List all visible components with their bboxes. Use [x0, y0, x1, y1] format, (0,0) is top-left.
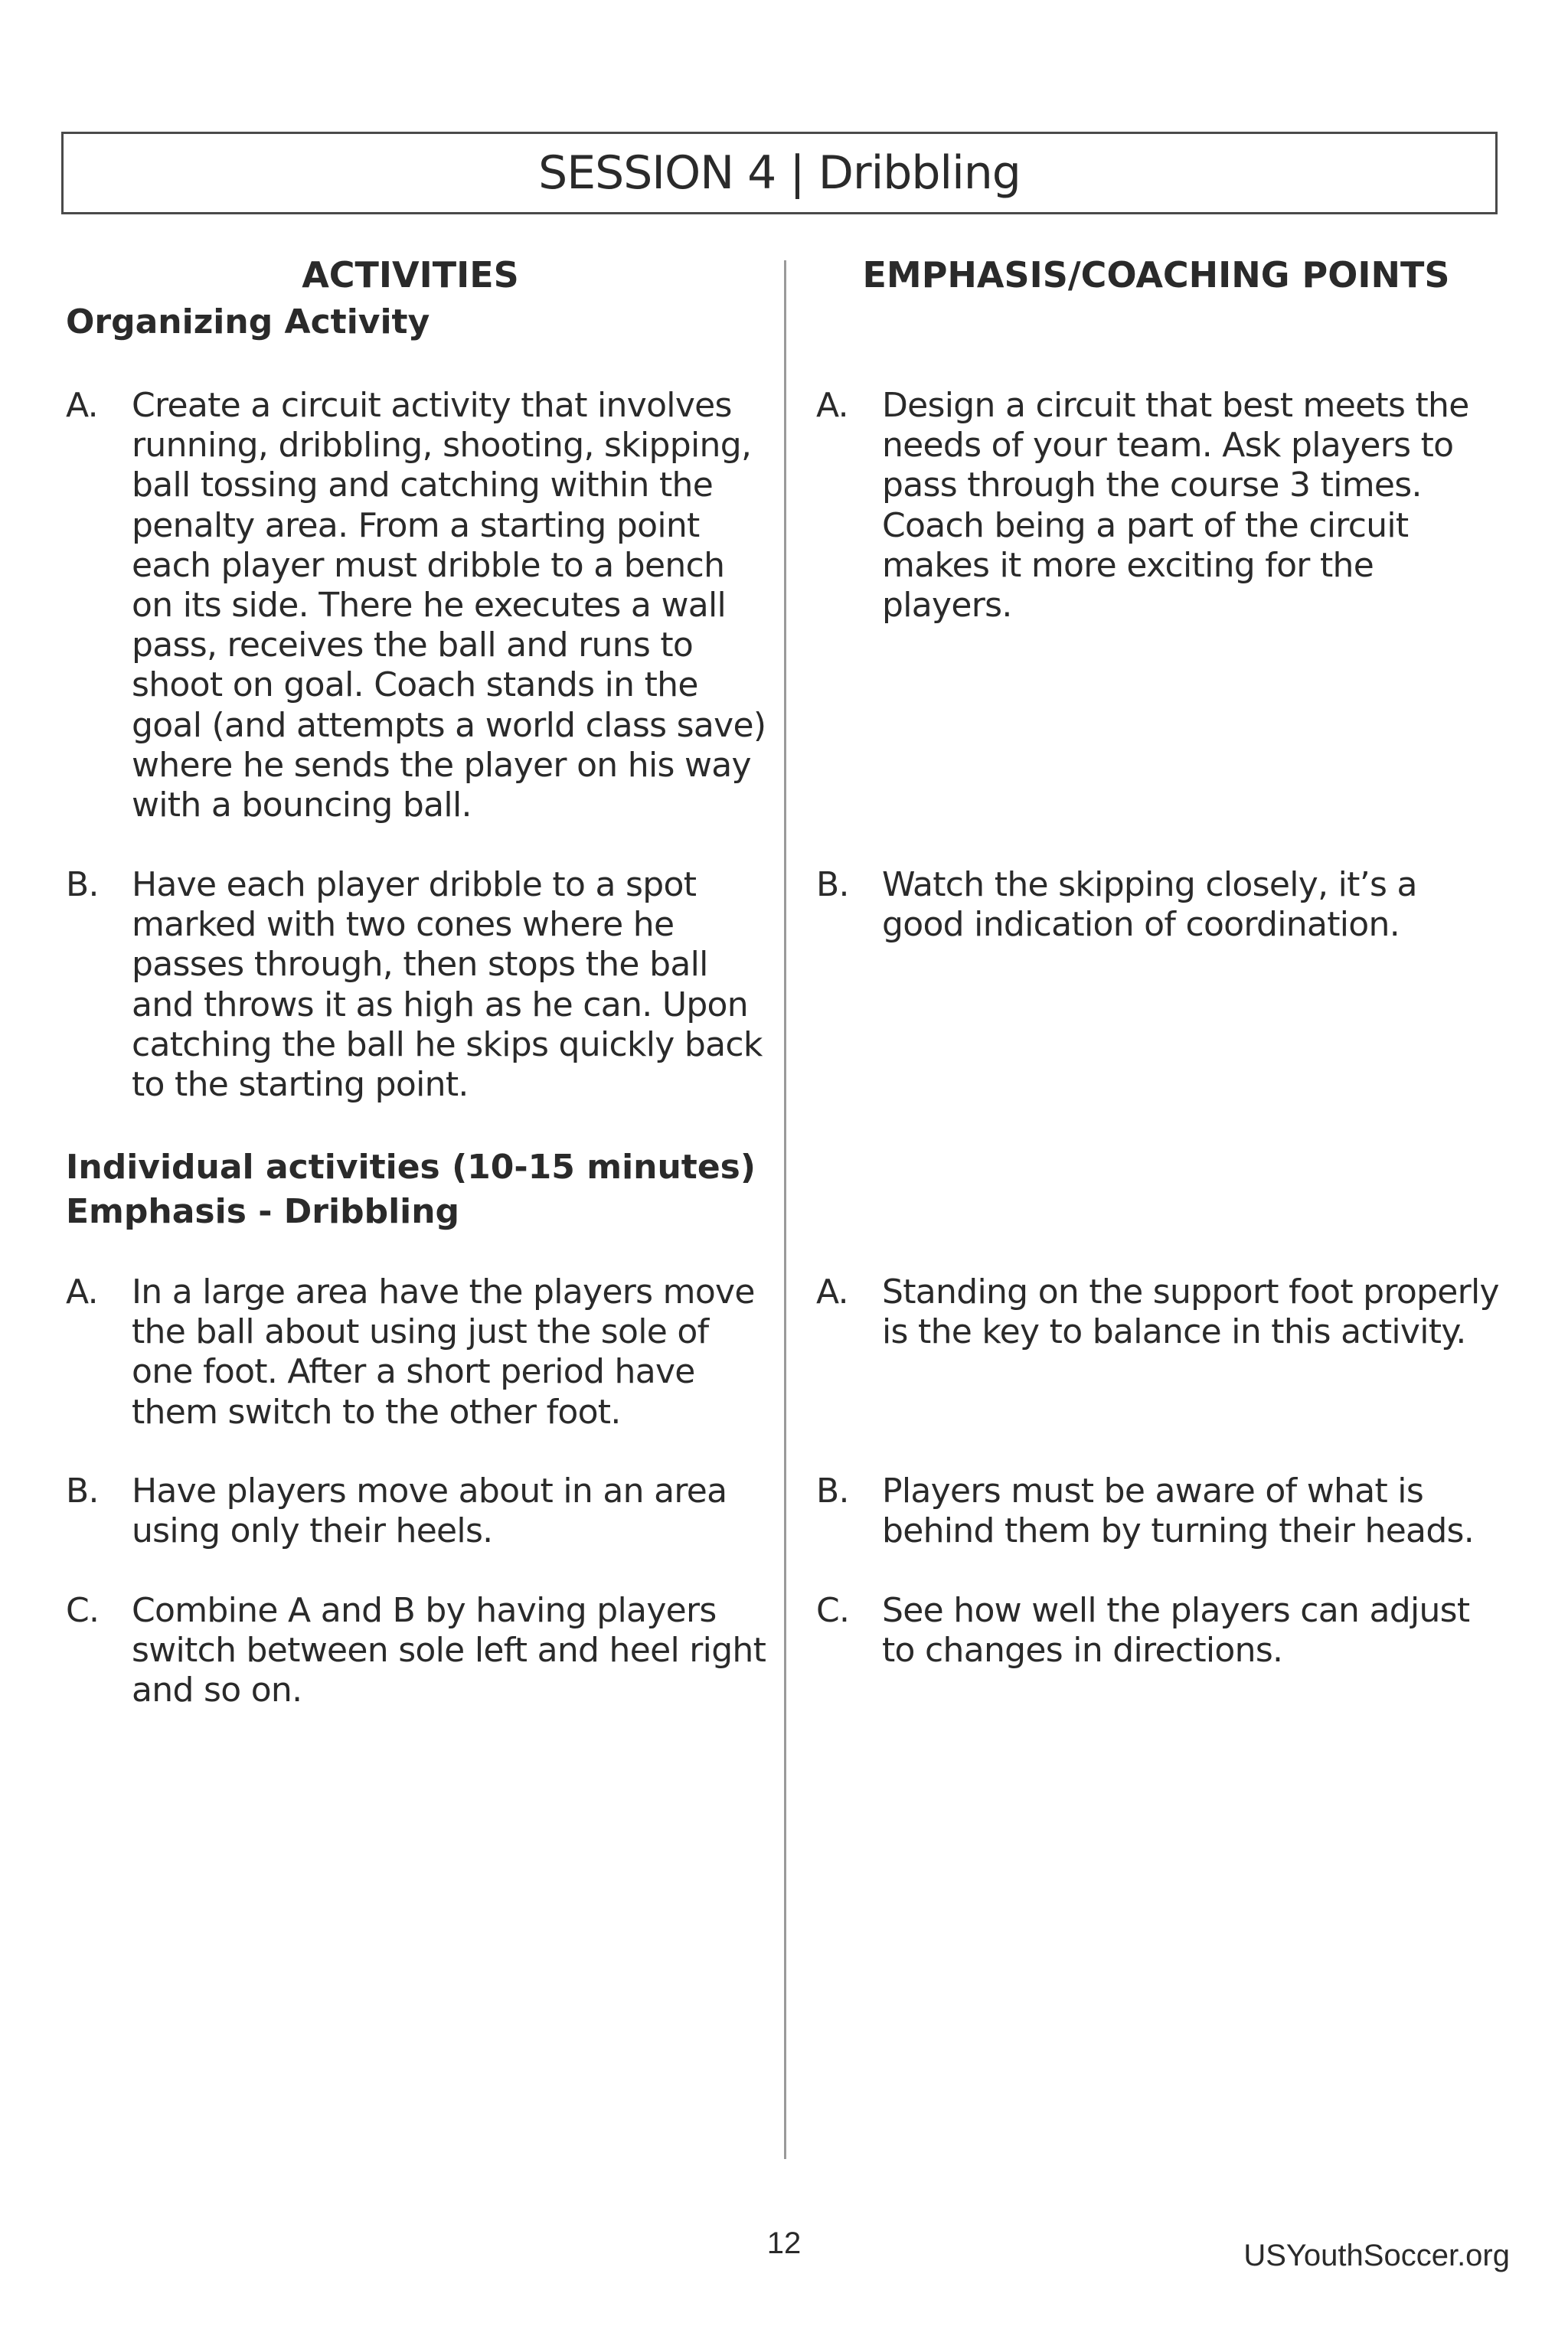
- item-letter: A.: [66, 386, 98, 425]
- coaching-point-item: [816, 865, 1505, 945]
- coaching-point-item: [816, 1472, 1505, 1551]
- item-letter: B.: [816, 865, 849, 904]
- item-text: Design a circuit that best meets the needs of your team. Ask players to pass through the course 3 times. Coach being a part of the circuit makes it more exciting for the players.: [882, 386, 1469, 626]
- coaching-points-heading: EMPHASIS/COACHING POINTS: [862, 254, 1450, 296]
- item-text: Combine A and B by having players switch between sole left and heel right and so on.: [132, 1591, 766, 1710]
- item-letter: A.: [66, 1272, 98, 1312]
- session-title-box: [61, 132, 1498, 214]
- individual-activities-heading: Individual activities (10-15 minutes): [66, 1148, 756, 1187]
- coaching-point-item: [816, 1591, 1505, 1671]
- item-letter: B.: [816, 1472, 849, 1511]
- activity-item: [66, 1591, 770, 1711]
- activity-item: [66, 1472, 770, 1551]
- item-letter: C.: [816, 1591, 850, 1630]
- item-text: Have players move about in an area using only their heels.: [132, 1472, 727, 1551]
- page-number: 12: [766, 2226, 802, 2260]
- item-letter: B.: [66, 1472, 99, 1511]
- item-text: In a large area have the players move the ball about using just the sole of one foot. After a short period have them switch to the other foot.: [132, 1272, 755, 1432]
- column-divider: [784, 260, 786, 2159]
- item-letter: A.: [816, 386, 848, 425]
- item-letter: C.: [66, 1591, 100, 1630]
- item-text: Create a circuit activity that involves running, dribbling, shooting, skipping, ball tossing and catching within the penalty area. From a starting point each player must dribble to a bench on its side. There he executes a wall pass, receives the ball and runs to shoot on goal. Coach stands in the goal (and attempts a world class save) where he sends the player on his way with a bouncing ball.: [132, 386, 766, 825]
- activities-heading: ACTIVITIES: [302, 254, 519, 296]
- activity-item: [66, 1272, 770, 1432]
- item-letter: B.: [66, 865, 99, 904]
- item-text: See how well the players can adjust to changes in directions.: [882, 1591, 1470, 1671]
- item-text: Have each player dribble to a spot marked with two cones where he passes through, then stops the ball and throws it as high as he can. Upon catching the ball he skips quickly back to the starting point.: [132, 865, 763, 1105]
- coaching-point-item: [816, 386, 1505, 626]
- item-text: Watch the skipping closely, it’s a good indication of coordination.: [882, 865, 1417, 945]
- emphasis-dribbling-heading: Emphasis - Dribbling: [66, 1192, 460, 1231]
- page-title: SESSION 4 | Dribbling: [538, 146, 1021, 200]
- website-footer: USYouthSoccer.org: [1243, 2239, 1510, 2272]
- activity-item: [66, 386, 770, 825]
- activity-item: [66, 865, 770, 1105]
- item-text: Standing on the support foot properly is the key to balance in this activity.: [882, 1272, 1499, 1352]
- coaching-point-item: [816, 1272, 1505, 1352]
- item-letter: A.: [816, 1272, 848, 1312]
- organizing-activity-heading: Organizing Activity: [66, 302, 430, 341]
- item-text: Players must be aware of what is behind them by turning their heads.: [882, 1472, 1475, 1551]
